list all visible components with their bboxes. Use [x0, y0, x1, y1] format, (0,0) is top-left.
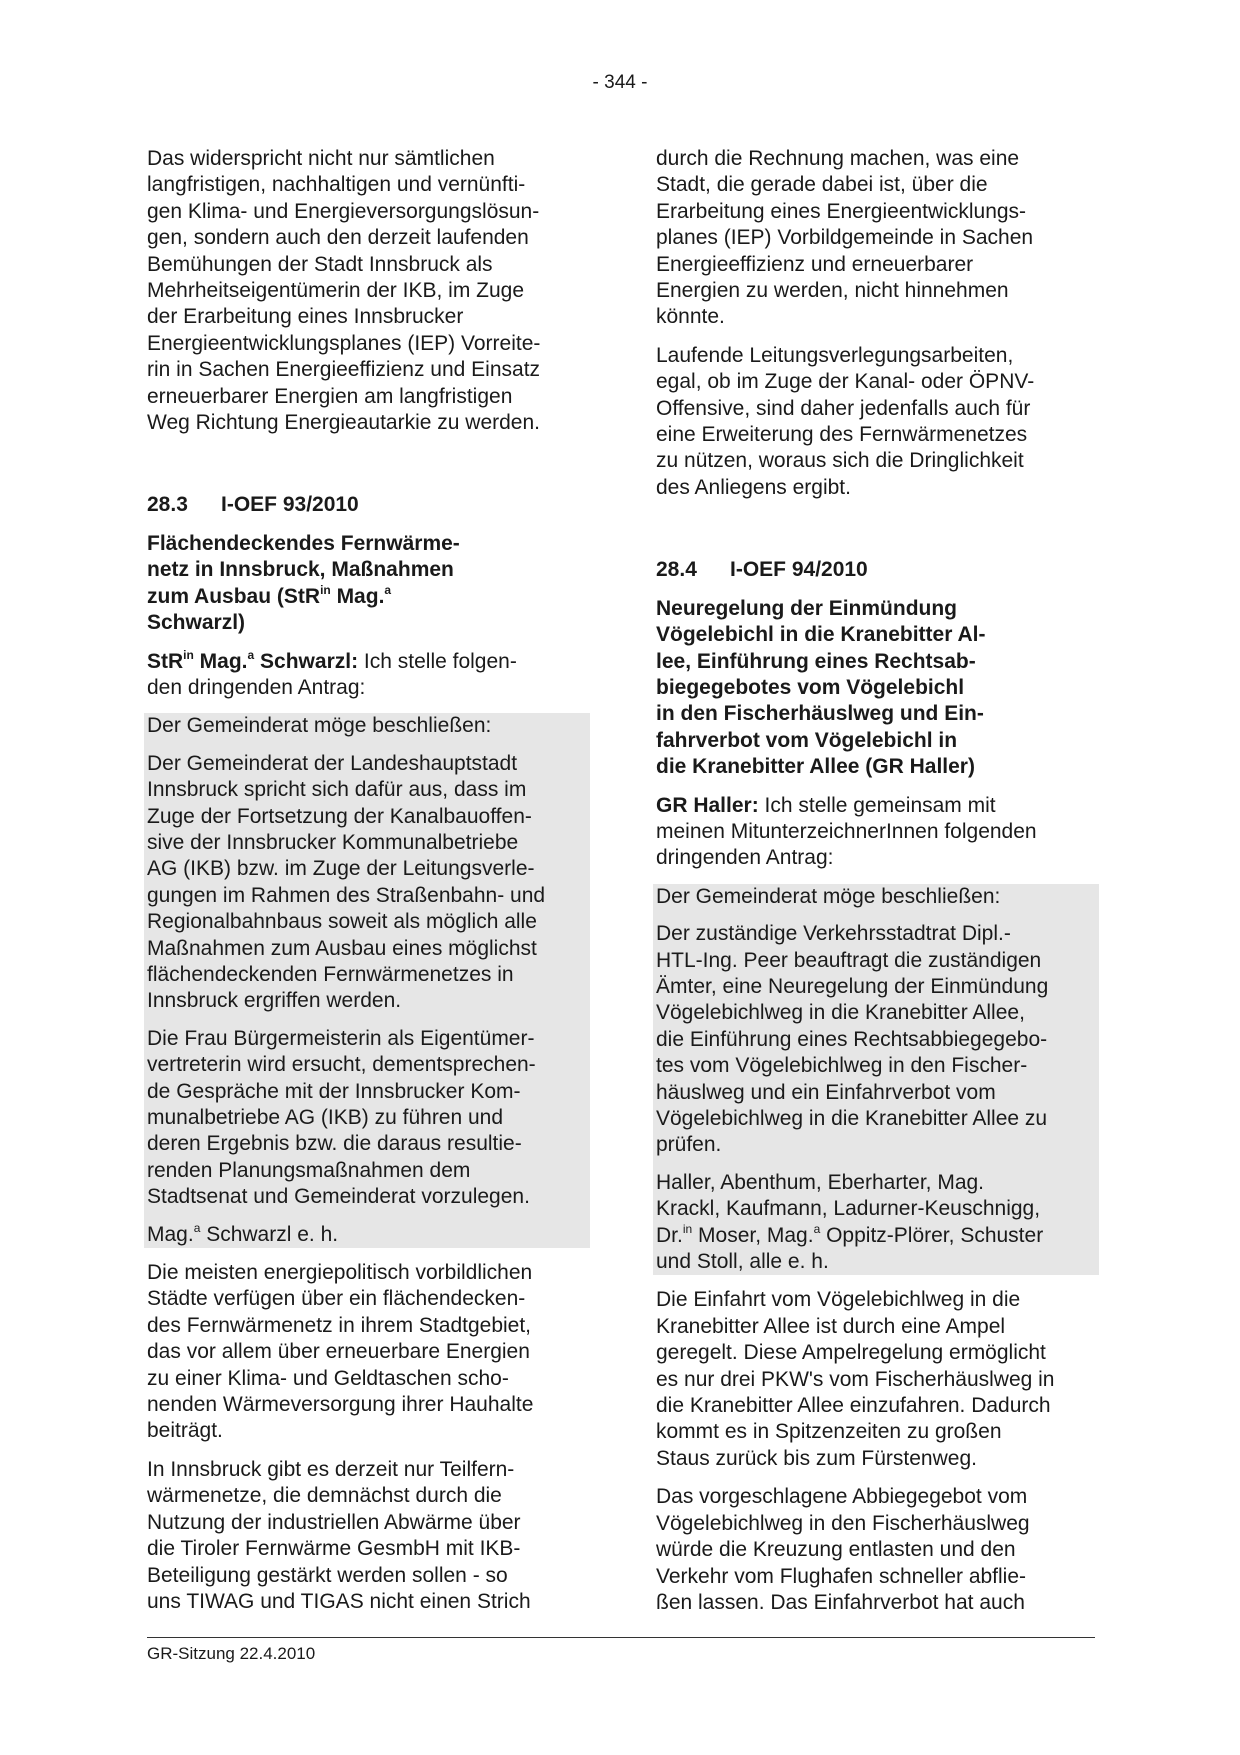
- motion-box: [144, 713, 590, 1248]
- section-heading-28-3: [147, 492, 587, 518]
- motion-intro: Der Gemeinderat möge beschließen:: [147, 714, 492, 738]
- motion-text: Der zuständige Verkehrsstadtrat Dipl.- HTL-Ing. Peer beauftragt die zuständigen Ämter, eine Neuregelung der Einmündung Vögelebichlweg in die Kranebitter Allee, die Einführung eines Rechtsabbiegegebo- tes vom Vögelebichlweg in den Fischer- häuslweg und ein Einfahrverbot vom Vögelebichlweg in die Kranebitter Allee zu prüfen.: [656, 922, 1049, 1157]
- motion-box: [653, 884, 1099, 1276]
- paragraph: durch die Rechnung machen, was eine Stadt, die gerade dabei ist, über die Erarbeitung eines Energieentwicklungs- planes (IEP) Vorbildgemeinde in Sachen Energieeffizienz und erneuerbarer Energien zu werden, nicht hinnehmen könnte.: [656, 147, 1034, 329]
- footer-divider: [147, 1637, 1095, 1638]
- motion-signature: Mag.$^a$ Schwarzl e. h.: [147, 1220, 339, 1246]
- paragraph: Das widerspricht nicht nur sämtlichen langfristigen, nachhaltigen und vernünfti- gen Klima- und Energieversorgungslösun- gen, sondern auch den derzeit laufenden Bemühungen der Stadt Innsbruck als Mehrheitseigentümerin der IKB, im Zuge der Erarbeitung eines Innsbrucker Energieentwicklungsplanes (IEP) Vorreite- rin in Sachen Energieeffizienz und Einsatz erneuerbarer Energien am langfristigen Weg Richtung Energieautarkie zu werden.: [147, 147, 541, 435]
- right-column: [656, 146, 1096, 1628]
- paragraph: Die Einfahrt vom Vögelebichlweg in die Kranebitter Allee ist durch eine Ampel geregelt. Diese Ampelregelung ermöglicht es nur drei PKW's vom Fischerhäuslweg in die Kranebitter Allee einzufahren. Dadurch kommt es in Spitzenzeiten zu großen Staus zurück bis zum Fürstenweg.: [656, 1288, 1055, 1470]
- section-number: 28.3: [147, 493, 188, 517]
- section-code: I-OEF 94/2010: [730, 558, 868, 582]
- paragraph: Die meisten energiepolitisch vorbildlichen Städte verfügen über ein flächendecken- des Fernwärmenetz in ihrem Stadtgebiet, das vor allem über erneuerbare Energien zu einer Klima- und Geldtaschen scho- nenden Wärmeversorgung ihrer Hauhalte beiträgt.: [147, 1261, 534, 1443]
- motion-text: Der Gemeinderat der Landeshauptstadt Innsbruck spricht sich dafür aus, dass im Zuge der Fortsetzung der Kanalbauoffen- sive der Innsbrucker Kommunalbetriebe AG (IKB) bzw. im Zuge der Leitungsverle- gungen im Rahmen des Straßenbahn- und Regionalbahnbaus soweit als möglich alle Maßnahmen zum Ausbau eines möglichst flächendeckenden Fernwärmenetzes in Innsbruck ergriffen werden.: [147, 751, 546, 1013]
- left-column: [147, 146, 587, 1627]
- page-number: - 344 -: [592, 72, 648, 93]
- motion-intro: Der Gemeinderat möge beschließen:: [656, 884, 1001, 908]
- motion-signature: Haller, Abenthum, Eberharter, Mag. Krackl, Kaufmann, Ladurner-Keuschnigg, Dr.$^{in}$ Moser, Mag.$^a$ Oppitz-Plörer, Schuster und Stoll, alle e. h.: [656, 1170, 1044, 1274]
- speaker-name: GR Haller:: [656, 793, 759, 817]
- section-number: 28.4: [656, 558, 697, 582]
- speaker-name: StR$^{in}$ Mag.$^a$ Schwarzl:: [147, 647, 359, 673]
- paragraph: Das vorgeschlagene Abbiegegebot vom Vögelebichlweg in den Fischerhäuslweg würde die Kreuzung entlasten und den Verkehr vom Flughafen schneller abflie- ßen lassen. Das Einfahrverbot hat auch: [656, 1485, 1030, 1614]
- section-title: Neuregelung der Einmündung Vögelebichl in die Kranebitter Al- lee, Einführung eines Rechtsab- biegegebotes vom Vögelebichl in den Fischerhäuslweg und Ein- fahrverbot vom Vögelebichl in die Kranebitter Allee (GR Haller): [656, 596, 986, 779]
- section-heading-28-4: [656, 557, 1096, 583]
- section-code: I-OEF 93/2010: [221, 493, 359, 517]
- motion-text: Die Frau Bürgermeisterin als Eigentümer- vertreterin wird ersucht, dementsprechen- de Gespräche mit der Innsbrucker Kom- munalbetriebe AG (IKB) zu führen und deren Ergebnis bzw. die daraus resultie- renden Planungsmaßnahmen dem Stadtsenat und Gemeinderat vorzulegen.: [147, 1026, 536, 1209]
- speaker-intro: StR$^{in}$ Mag.$^a$ Schwarzl: Ich stelle folgen- den dringenden Antrag:: [147, 647, 517, 699]
- paragraph: In Innsbruck gibt es derzeit nur Teilfern- wärmenetze, die demnächst durch die Nutzung der industriellen Abwärme über die Tiroler Fernwärme GesmbH mit IKB- Beteiligung gestärkt werden sollen - so uns TIWAG und TIGAS nicht einen Strich: [147, 1457, 531, 1613]
- paragraph: Laufende Leitungsverlegungsarbeiten, egal, ob im Zuge der Kanal- oder ÖPNV- Offensive, sind daher jedenfalls auch für eine Erweiterung des Fernwärmenetzes zu nützen, woraus sich die Dringlichkeit des Anliegens ergibt.: [656, 343, 1035, 499]
- speaker-intro: GR Haller: Ich stelle gemeinsam mit meinen MitunterzeichnerInnen folgenden dringenden Antrag:: [656, 793, 1037, 870]
- footer: GR-Sitzung 22.4.2010: [147, 1644, 316, 1663]
- section-title: Flächendeckendes Fernwärme- netz in Innsbruck, Maßnahmen zum Ausbau (StR$^{in}$ Mag.$^a$ Schwarzl): [147, 531, 460, 635]
